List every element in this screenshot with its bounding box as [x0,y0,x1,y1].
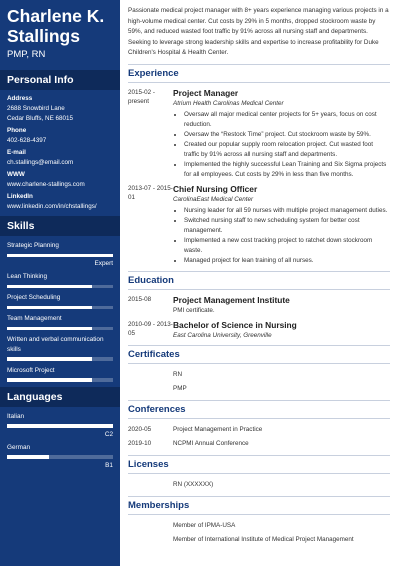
skill-name: Team Management [7,315,62,322]
phone-label: Phone [7,127,27,134]
email-label: E-mail [7,149,26,156]
job-employer: CarolinaEast Medical Center [173,195,254,203]
language-level-fill [7,455,49,459]
job-date: 2013-07 - 2015-01 [128,184,173,201]
address-line-1: 2688 Snowbird Lane [7,105,65,112]
skill-level-fill [7,254,113,258]
main-content [120,0,400,566]
language-level-label: B1 [105,461,113,469]
spacer [128,369,173,381]
conference-item [128,424,390,436]
job-bullets [173,206,390,266]
education-detail: PMI certificate. [173,306,215,314]
education-school: East Carolina University, Greenville [173,331,272,339]
job-bullet: • Implemented the highly successful Lean Training and Six Sigma projects for all employees. Cut costs by 29% in less than five months. [184,160,390,180]
spacer [128,479,173,491]
license-item [128,479,390,491]
skill-name: Strategic Planning [7,242,59,249]
conference-text: NCPMI Annual Conference [173,439,249,447]
language-level-label: C2 [104,430,113,438]
job-title: Project Manager [173,87,239,98]
skill-level-bar [7,327,113,331]
language-level-bar [7,424,113,428]
skill-name: Microsoft Project [7,366,55,374]
job-bullet: • Implemented a new cost tracking project to ratchet down stockroom waste. [184,236,390,256]
conference-text: Project Management in Practice [173,425,263,433]
membership-text: Member of IPMA-USA [173,521,236,529]
name-line-1: Charlene K. [7,6,105,26]
skill-item [0,241,120,267]
membership-item [128,520,390,532]
job-body [173,88,390,180]
skill-level-fill [7,378,92,382]
spacer [128,534,173,546]
job-bullet: • Managed project for lean training of all nurses. [184,256,390,266]
skills-heading: Skills [0,216,120,236]
language-item [0,412,120,438]
job-bullets [173,110,390,180]
language-name: German [7,443,31,451]
job-title: Chief Nursing Officer [173,183,258,194]
sidebar [0,0,120,566]
certificate-text: PMP [173,384,187,392]
spacer [128,383,173,395]
skill-level-fill [7,306,92,310]
education-date: 2010-09 - 2013-05 [128,320,173,337]
membership-text: Member of International Institute of Medical Project Management [173,535,354,543]
conference-date: 2019-10 [128,439,152,447]
personal-info-heading: Personal Info [0,70,120,90]
skill-item [0,335,120,361]
address-label: Address [7,95,33,102]
licenses-heading: Licenses [128,455,390,474]
skill-level-bar [7,357,113,361]
memberships-heading: Memberships [128,496,390,515]
www-link[interactable]: www.charlene-stallings.com [7,181,85,188]
linkedin-label: LinkedIn [7,193,33,200]
education-title: Project Management Institute [173,294,290,305]
skill-item [0,366,120,382]
skill-level-bar [7,254,113,258]
language-name: Italian [7,412,25,420]
skill-item [0,314,120,330]
certificate-item [128,369,390,381]
conferences-heading: Conferences [128,400,390,419]
skill-name: Lean Thinking [7,273,48,280]
www-label: WWW [7,171,25,178]
phone-value: 402-628-4397 [7,137,47,144]
education-entry [128,295,390,316]
job-bullet: • Oversaw all major medical center projects for 5+ years, focus on cost reduction. [184,110,390,130]
email-value[interactable]: ch.stallings@email.com [7,159,74,166]
skill-name: Written and verbal communication skills [7,336,104,353]
skill-level-bar [7,306,113,310]
job-bullet: • Oversaw the “Restock Time” project. Cut stockroom waste by 59%. [184,130,390,140]
name-line-2: Stallings [7,26,80,46]
education-title: Bachelor of Science in Nursing [173,319,297,330]
profile-summary: Passionate medical project manager with 8+ years experience managing various projects in a high-volume medical center. Cut costs by 29% in 5 months, dropped stockroom waste by 59%, and reduced wasted foot traffic by 91% across all nursing staff and departments. Seeking to leverage strong leadership skills and expertise to increase profitability for Duke Children's Hospital & Health Center. [128,7,389,56]
license-text: RN (XXXXXX) [173,480,214,488]
conference-item [128,438,390,450]
skill-level-bar [7,285,113,289]
experience-heading: Experience [128,64,390,83]
skill-level-bar [7,378,113,382]
job-entry [128,88,390,180]
languages-heading: Languages [0,387,120,407]
skills-list [0,241,120,382]
certificate-text: RN [173,370,183,378]
language-level-bar [7,455,113,459]
candidate-credentials: PMP, RN [7,49,46,60]
language-item [0,443,120,469]
membership-item [128,534,390,546]
conference-date: 2020-05 [128,425,152,433]
spacer [128,520,173,532]
education-body [173,295,390,316]
certificate-item [128,383,390,395]
skill-name: Project Scheduling [7,294,61,301]
education-entry [128,320,390,340]
skill-item [0,293,120,309]
education-date: 2015-08 [128,295,152,303]
linkedin-link[interactable]: www.linkedin.com/in/chstallings/ [7,203,97,210]
job-body [173,184,390,266]
education-body [173,320,390,340]
skill-level-fill [7,357,92,361]
skill-level-label: Expert [94,260,113,267]
skill-level-fill [7,285,92,289]
address-value [0,104,120,124]
languages-list [0,412,120,469]
language-level-fill [7,424,113,428]
address-line-2: Cedar Bluffs, NE 68015 [7,115,74,122]
job-employer: Atrium Health Carolinas Medical Center [173,99,284,107]
job-bullet: • Switched nursing staff to new scheduling system for better cost management. [184,216,390,236]
job-bullet: • Nursing leader for all 59 nurses with multiple project management duties. [184,206,390,216]
candidate-name [0,0,120,46]
job-bullet: • Created our popular supply room relocation project. Cut wasted foot traffic by 91% across all nursing staff and departments. [184,140,390,160]
skill-level-fill [7,327,92,331]
job-date: 2015-02 - present [128,88,155,105]
skill-item [0,272,120,288]
certificates-heading: Certificates [128,345,390,364]
job-entry [128,184,390,266]
education-heading: Education [128,271,390,290]
